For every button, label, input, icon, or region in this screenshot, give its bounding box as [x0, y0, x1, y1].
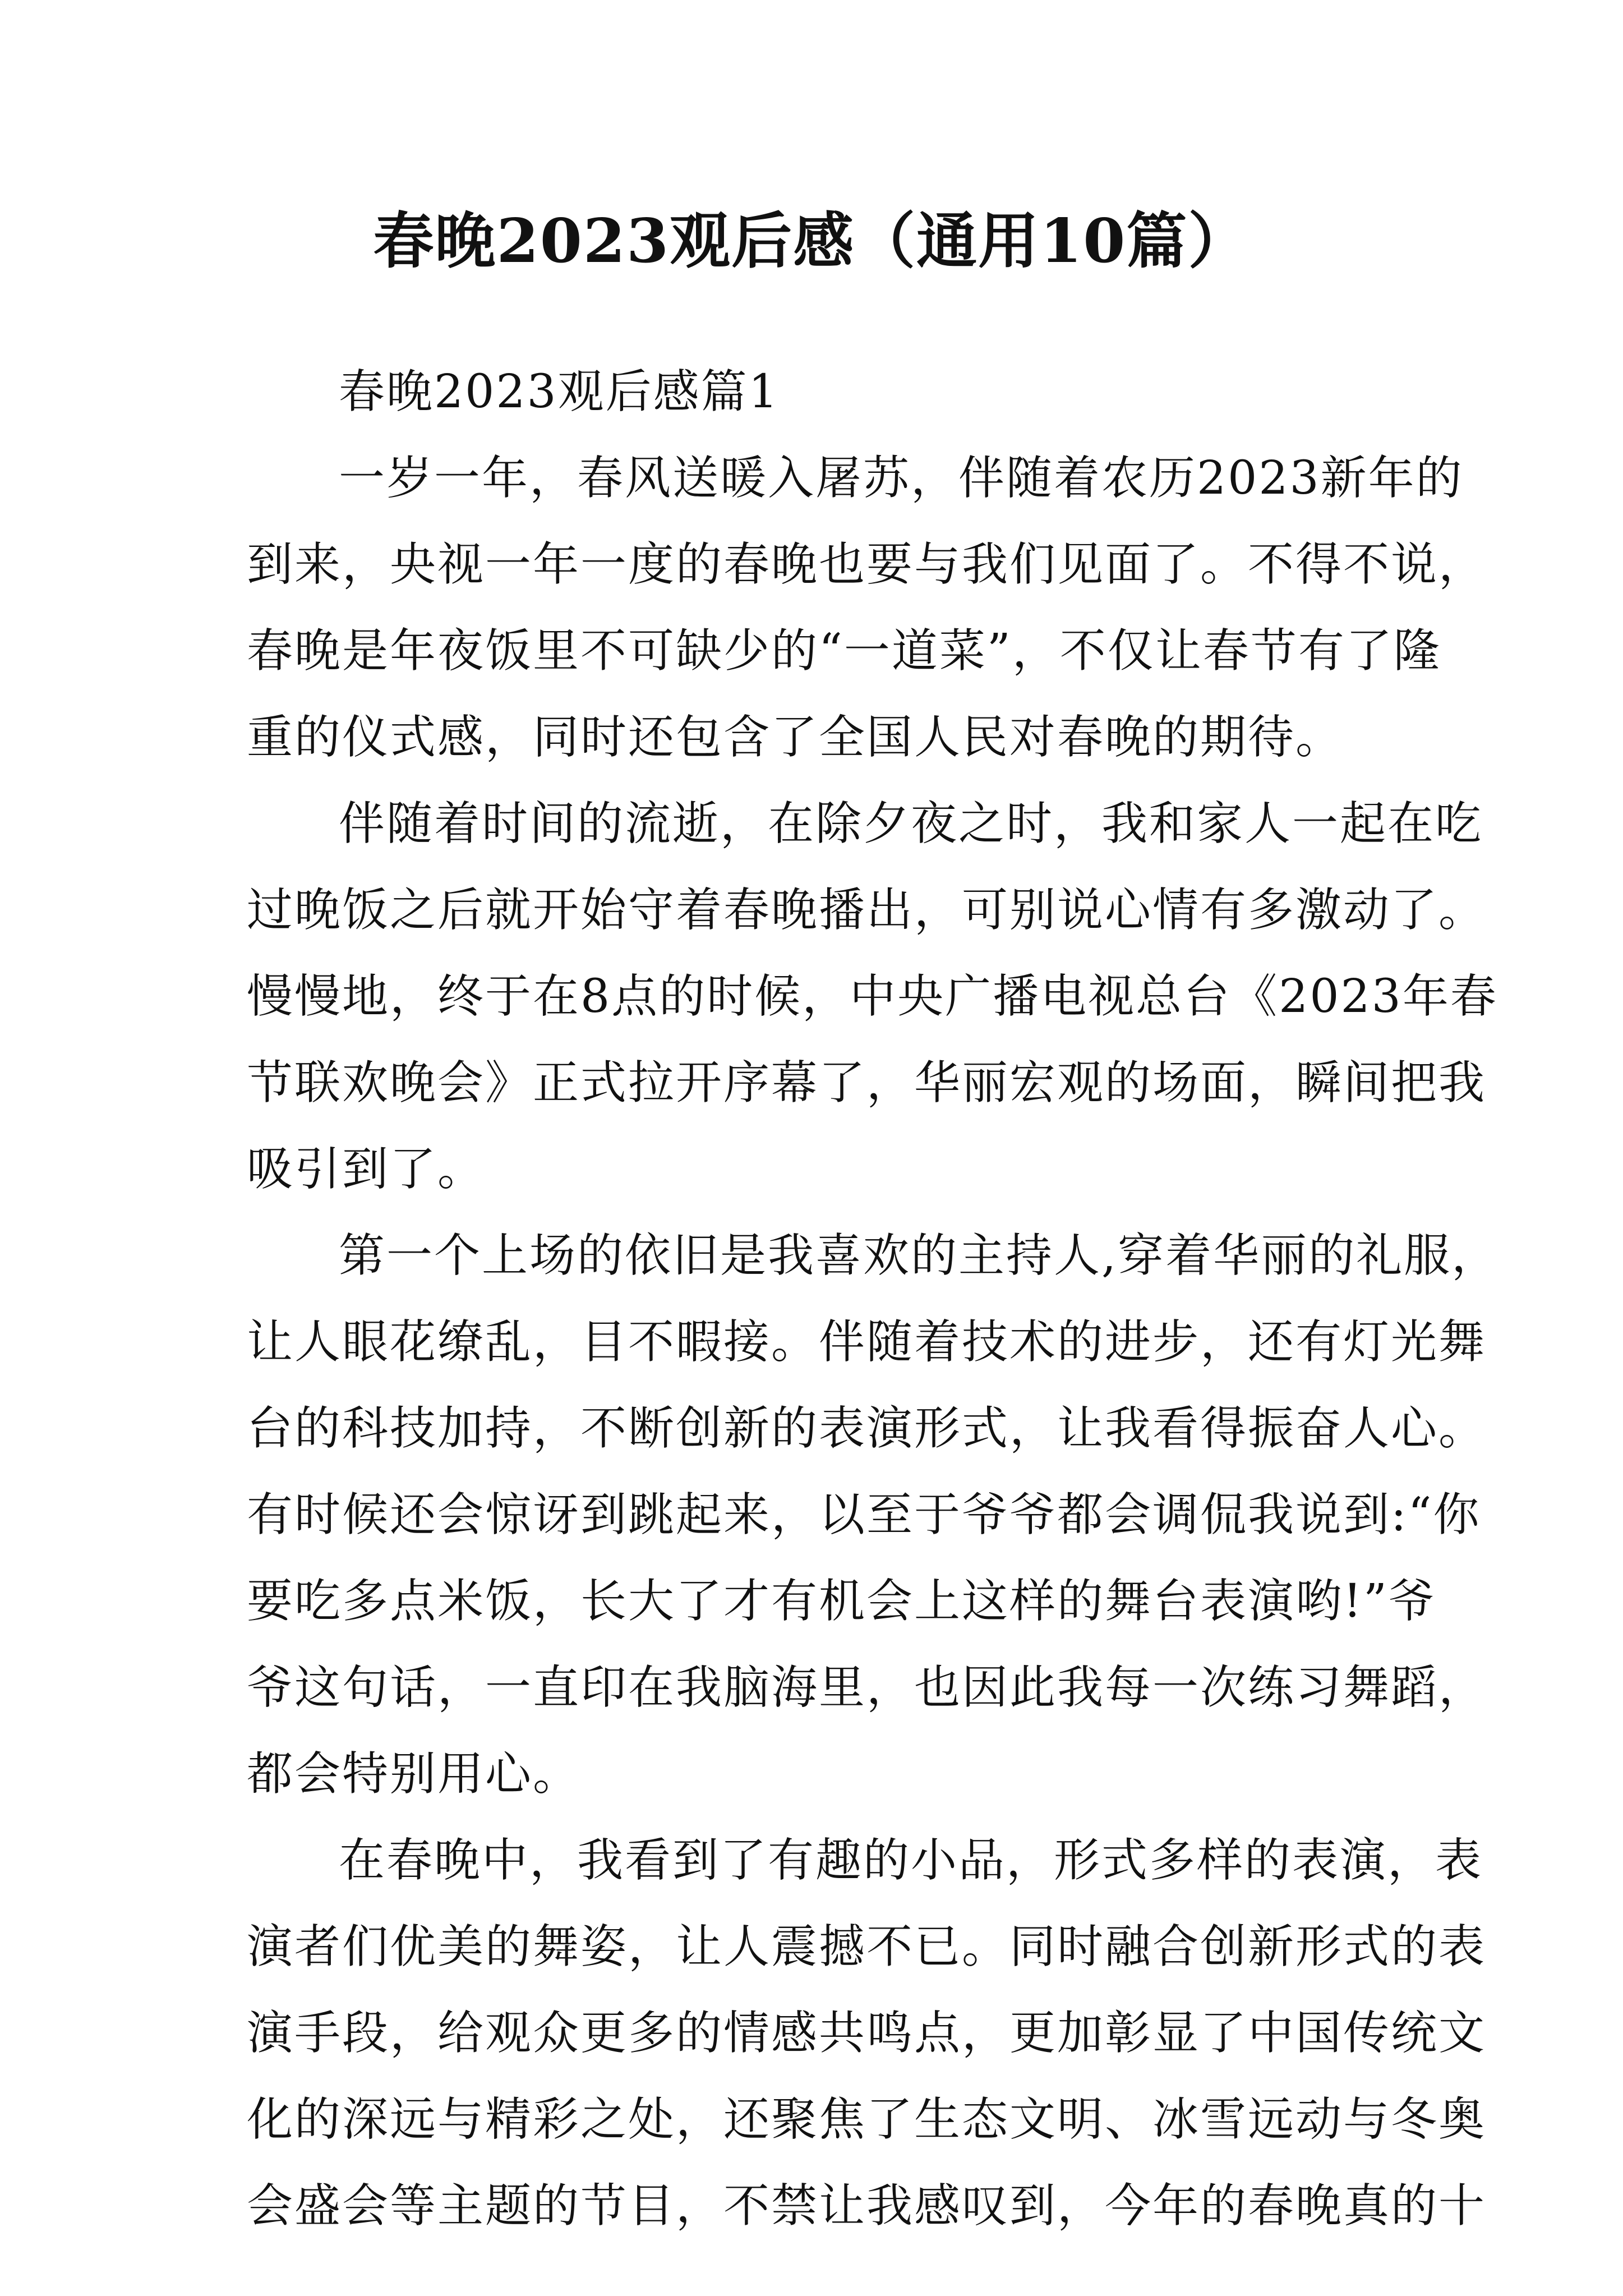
- text-line: 第一个上场的依旧是我喜欢的主持人,穿着华丽的礼服，: [339, 1229, 1500, 1282]
- text-line: 春晚2023观后感篇1: [339, 365, 780, 418]
- text-line: 在春晚中，我看到了有趣的小品，形式多样的表演，表: [339, 1834, 1483, 1887]
- text-line: 伴随着时间的流逝，在除夕夜之时，我和家人一起在吃: [339, 797, 1483, 850]
- text-line: 会盛会等主题的节目，不禁让我感叹到，今年的春晚真的十: [247, 2179, 1487, 2233]
- text-line: 让人眼花缭乱，目不暇接。伴随着技术的进步，还有灯光舞: [247, 1315, 1487, 1369]
- text-line: 化的深远与精彩之处，还聚焦了生态文明、冰雪远动与冬奥: [247, 2093, 1487, 2146]
- text-line: 吸引到了。: [247, 1143, 486, 1196]
- text-line: 过晚饭之后就开始守着春晚播出，可别说心情有多激动了。: [247, 884, 1487, 937]
- document-body: [247, 349, 1500, 2249]
- text-line: 重的仪式感，同时还包含了全国人民对春晚的期待。: [247, 711, 1344, 764]
- text-line: 春晚是年夜饭里不可缺少的“一道菜”，不仅让春节有了隆: [247, 624, 1441, 678]
- text-line: 一岁一年，春风送暖入屠苏，伴随着农历2023新年的: [339, 452, 1464, 505]
- document-title: 春晚2023观后感（通用10篇）: [373, 206, 1250, 277]
- text-line: 演手段，给观众更多的情感共鸣点，更加彰显了中国传统文: [247, 2007, 1487, 2060]
- text-line: 爷这句话，一直印在我脑海里，也因此我每一次练习舞蹈，: [247, 1661, 1487, 1714]
- text-line: 慢慢地，终于在8点的时候，中央广播电视总台《2023年春: [247, 970, 1498, 1023]
- text-line: 到来，央视一年一度的春晚也要与我们见面了。不得不说，: [247, 538, 1487, 591]
- text-line: 台的科技加持，不断创新的表演形式，让我看得振奋人心。: [247, 1402, 1487, 1455]
- text-line: 演者们优美的舞姿，让人震撼不已。同时融合创新形式的表: [247, 1920, 1487, 1973]
- text-line: 节联欢晚会》正式拉开序幕了，华丽宏观的场面，瞬间把我: [247, 1056, 1487, 1110]
- text-line: 都会特别用心。: [247, 1747, 581, 1801]
- text-line: 有时候还会惊讶到跳起来，以至于爷爷都会调侃我说到:“你: [247, 1488, 1481, 1542]
- text-line: 要吃多点米饭，长大了才有机会上这样的舞台表演哟!”爷: [247, 1575, 1436, 1628]
